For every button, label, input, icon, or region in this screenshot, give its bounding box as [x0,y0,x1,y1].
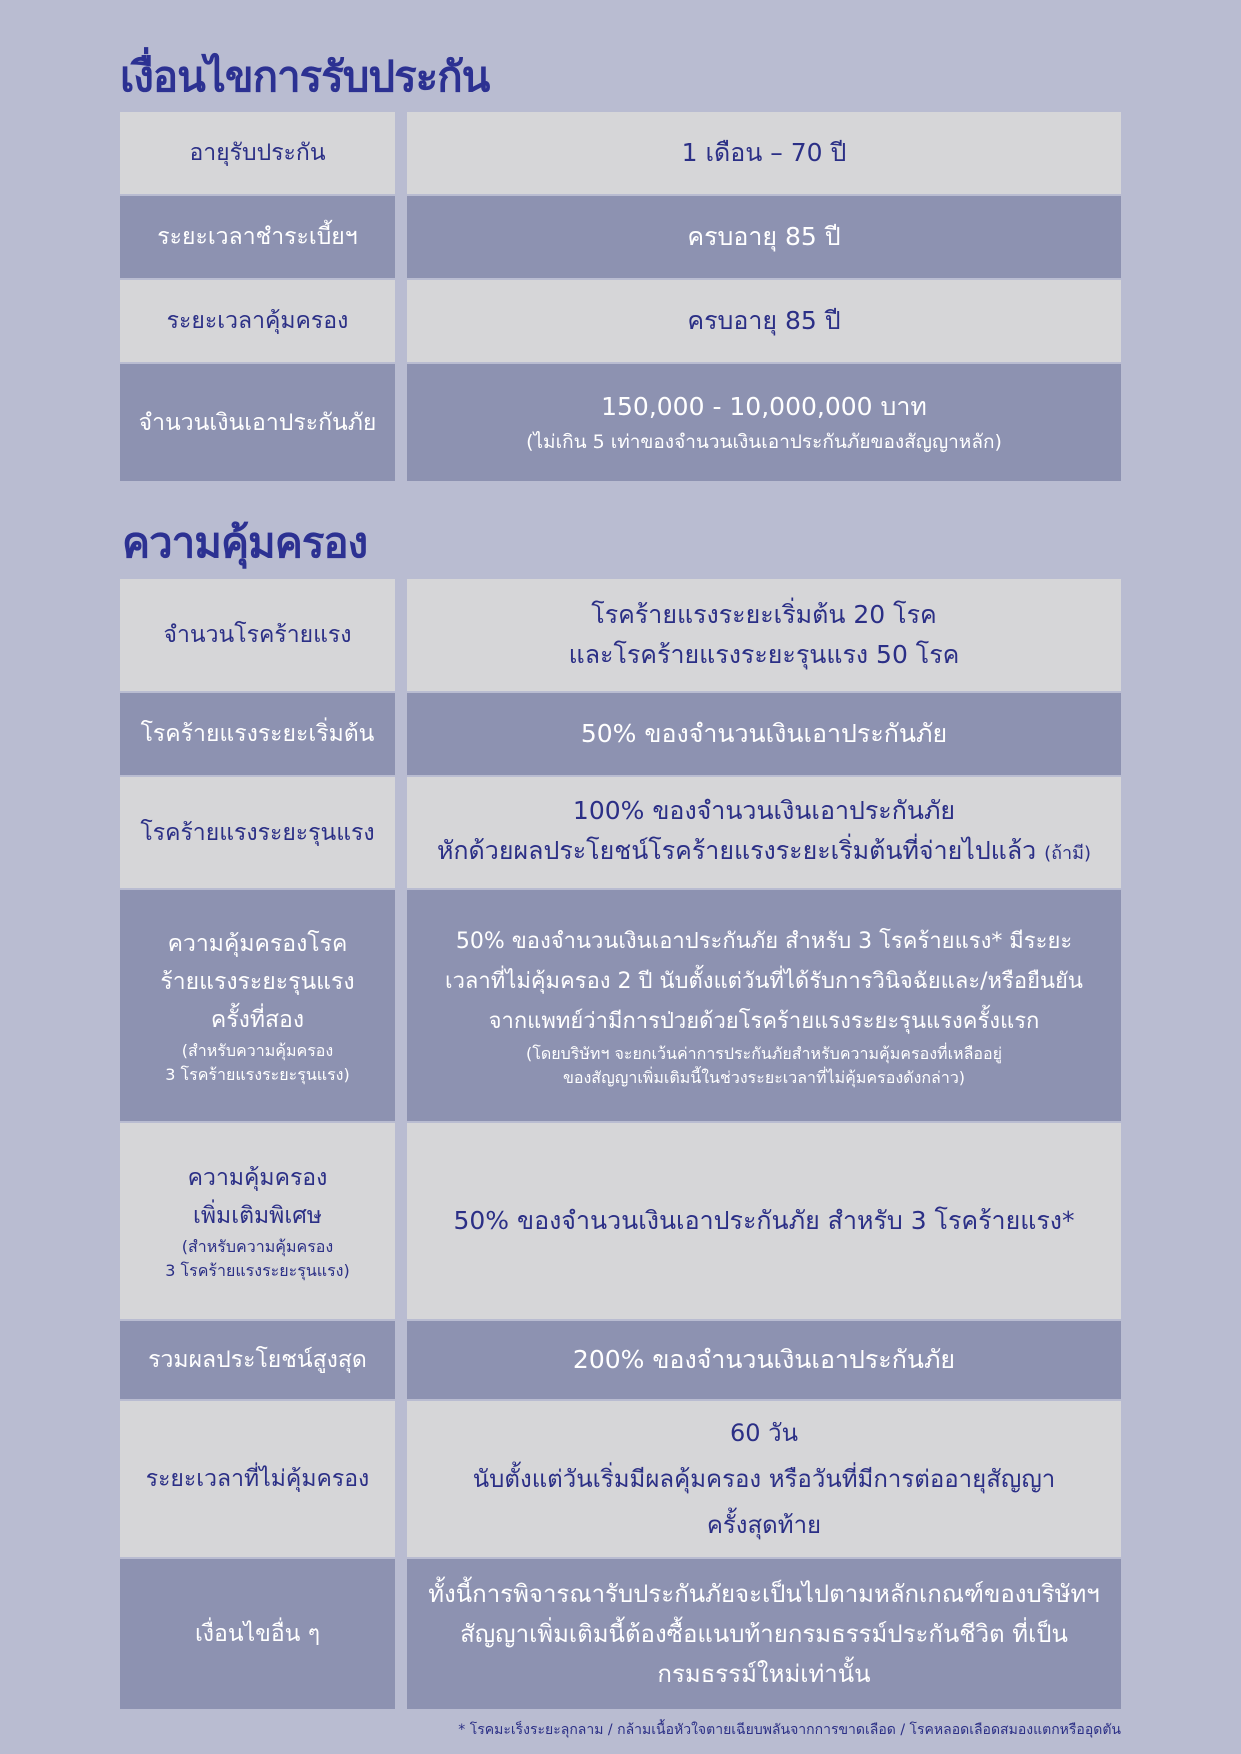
section-title-coverage: ความคุ้มครอง [122,518,368,567]
table-row [120,112,1121,194]
row-value: ครบอายุ 85 ปี [407,196,1121,278]
row-label: จำนวนโรคร้ายแรง [120,579,395,691]
row-label-note: (สำหรับความคุ้มครอง [181,1237,334,1256]
table-row [120,1123,1121,1319]
row-value: 1 เดือน – 70 ปี [407,112,1121,194]
table-row [120,1401,1121,1557]
row-label: ระยะเวลาที่ไม่คุ้มครอง [120,1401,395,1557]
row-label: เงื่อนไขอื่น ๆ [120,1559,395,1709]
coverage-table [120,579,1121,1711]
row-label: โรคร้ายแรงระยะเริ่มต้น [120,693,395,775]
row-value-note: (โดยบริษัทฯ จะยกเว้นค่าการประกันภัยสำหรับความคุ้มครองที่เหลืออยู่ [526,1043,1002,1063]
row-value: 150,000 - 10,000,000 บาท (ไม่เกิน 5 เท่าของจำนวนเงินเอาประกันภัยของสัญญาหลัก) [407,364,1121,481]
row-label: ระยะเวลาชำระเบี้ยฯ [120,196,395,278]
row-value: 50% ของจำนวนเงินเอาประกันภัย สำหรับ 3 โรคร้ายแรง* [407,1123,1121,1319]
table-row [120,579,1121,691]
row-value: 50% ของจำนวนเงินเอาประกันภัย สำหรับ 3 โรคร้ายแรง* มีระยะ เวลาที่ไม่คุ้มครอง 2 ปี นับตั้งแต่วันที่ได้รับการวินิจฉัยและ/หรือยืนยัน จากแพทย์ว่ามีการป่วยด้วยโรคร้ายแรงระยะรุนแรงครั้งแรก (โดยบริษัทฯ จะยกเว้นค่าการประกันภัยสำหรับความคุ้มครองที่เหลืออยู่ ของสัญญาเพิ่มเติมนี้ในช่วงระยะเวลาที่ไม่คุ้มครองดังกล่าว) [407,890,1121,1121]
row-label: โรคร้ายแรงระยะรุนแรง [120,777,395,888]
table-row [120,1559,1121,1709]
table-row [120,196,1121,278]
row-label-note: 3 โรคร้ายแรงระยะรุนแรง) [165,1064,350,1084]
row-value: 100% ของจำนวนเงินเอาประกันภัย หักด้วยผลประโยชน์โรคร้ายแรงระยะเริ่มต้นที่จ่ายไปแล้ว (ถ้ามี) [407,777,1121,888]
row-label: จำนวนเงินเอาประกันภัย [120,364,395,481]
row-label: รวมผลประโยชน์สูงสุด [120,1321,395,1399]
if-any-note: (ถ้ามี) [1044,843,1092,864]
row-value: 200% ของจำนวนเงินเอาประกันภัย [407,1321,1121,1399]
row-value-note: (ไม่เกิน 5 เท่าของจำนวนเงินเอาประกันภัยของสัญญาหลัก) [526,431,1002,453]
table-row [120,364,1121,481]
row-label: ความคุ้มครอง เพิ่มเติมพิเศษ (สำหรับความคุ้มครอง 3 โรคร้ายแรงระยะรุนแรง) [120,1123,395,1319]
row-value: ทั้งนี้การพิจารณารับประกันภัยจะเป็นไปตามหลักเกณฑ์ของบริษัทฯ สัญญาเพิ่มเติมนี้ต้องซื้อแนบท้ายกรมธรรม์ประกันชีวิต ที่เป็น กรมธรรม์ใหม่เท่านั้น [407,1559,1121,1709]
table-row [120,280,1121,362]
row-label: ระยะเวลาคุ้มครอง [120,280,395,362]
row-value-note: ของสัญญาเพิ่มเติมนี้ในช่วงระยะเวลาที่ไม่คุ้มครองดังกล่าว) [562,1067,966,1087]
row-value: 50% ของจำนวนเงินเอาประกันภัย [407,693,1121,775]
section-title-underwriting: เงื่อนไขการรับประกัน [120,52,490,101]
row-label-note: 3 โรคร้ายแรงระยะรุนแรง) [165,1261,350,1280]
row-label-note: (สำหรับความคุ้มครอง [181,1040,334,1060]
row-label: อายุรับประกัน [120,112,395,194]
row-value: โรคร้ายแรงระยะเริ่มต้น 20 โรค และโรคร้ายแรงระยะรุนแรง 50 โรค [407,579,1121,691]
footnote: * โรคมะเร็งระยะลุกลาม / กล้ามเนื้อหัวใจตายเฉียบพลันจากการขาดเลือด / โรคหลอดเลือดสมองแตกหรืออุดตัน [458,1722,1121,1738]
table-row [120,1321,1121,1399]
row-value: ครบอายุ 85 ปี [407,280,1121,362]
underwriting-table [120,112,1121,483]
row-label: ความคุ้มครองโรค ร้ายแรงระยะรุนแรง ครั้งที่สอง (สำหรับความคุ้มครอง 3 โรคร้ายแรงระยะรุนแรง) [120,890,395,1121]
table-row [120,693,1121,775]
table-row [120,890,1121,1121]
row-value: 60 วัน นับตั้งแต่วันเริ่มมีผลคุ้มครอง หรือวันที่มีการต่ออายุสัญญา ครั้งสุดท้าย [407,1401,1121,1557]
table-row [120,777,1121,888]
